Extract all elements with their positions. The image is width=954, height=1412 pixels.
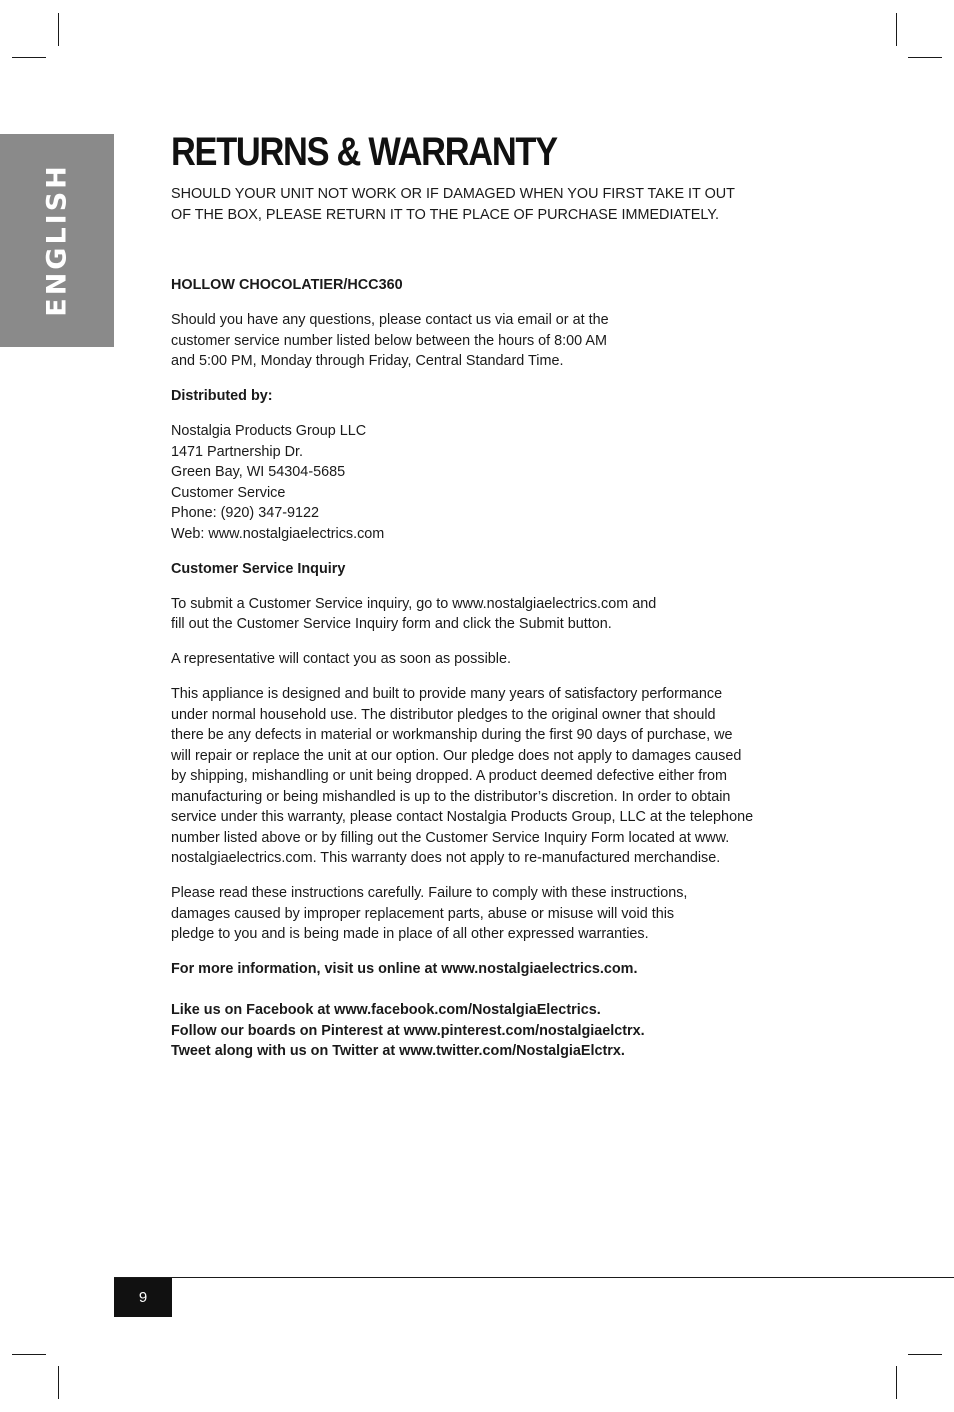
page-title: RETURNS & WARRANTY xyxy=(171,130,557,174)
intro-line: OF THE BOX, PLEASE RETURN IT TO THE PLACE OF PURCHASE IMMEDIATELY. xyxy=(171,206,720,223)
product-heading: HOLLOW CHOCOLATIER/HCC360 xyxy=(171,277,403,293)
page-number-box xyxy=(114,1278,172,1317)
language-label: ENGLISH xyxy=(41,163,73,317)
intro-line: SHOULD YOUR UNIT NOT WORK OR IF DAMAGED WHEN YOU FIRST TAKE IT OUT xyxy=(171,186,735,202)
crop-mark-bottom-left-vertical xyxy=(58,1366,59,1399)
paragraph-line: under normal household use. The distributor pledges to the original owner that should xyxy=(171,706,716,723)
pinterest-line: Follow our boards on Pinterest at www.pinterest.com/nostalgiaelctrx. xyxy=(171,1022,645,1039)
paragraph-line: To submit a Customer Service inquiry, go to www.nostalgiaelectrics.com and xyxy=(171,595,657,612)
more-info-line: For more information, visit us online at www.nostalgiaelectrics.com. xyxy=(171,961,638,977)
paragraph-line: customer service number listed below between the hours of 8:00 AM xyxy=(171,332,607,349)
paragraph-line: This appliance is designed and built to provide many years of satisfactory performance xyxy=(171,686,723,702)
facebook-line: Like us on Facebook at www.facebook.com/NostalgiaElectrics. xyxy=(171,1002,601,1018)
questions-paragraph xyxy=(171,310,821,372)
page-number: 9 xyxy=(138,1289,148,1306)
paragraph-line: damages caused by improper replacement parts, abuse or misuse will void this xyxy=(171,905,675,922)
paragraph-line: number listed above or by filling out the Customer Service Inquiry Form located at www. xyxy=(171,829,730,846)
crop-mark-bottom-right-vertical xyxy=(896,1366,897,1399)
twitter-line: Tweet along with us on Twitter at www.twitter.com/NostalgiaElctrx. xyxy=(171,1043,625,1059)
paragraph-line: nostalgiaelectrics.com. This warranty does not apply to re-manufactured merchandise. xyxy=(171,850,721,866)
paragraph-line: pledge to you and is being made in place of all other expressed warranties. xyxy=(171,926,649,942)
main-content xyxy=(171,128,821,1062)
crop-mark-top-left-horizontal xyxy=(12,57,46,58)
warranty-paragraph xyxy=(171,684,821,869)
paragraph-line: by shipping, mishandling or unit being dropped. A product deemed defective either from xyxy=(171,768,727,784)
social-links xyxy=(171,1000,821,1062)
address-street: 1471 Partnership Dr. xyxy=(171,443,303,460)
crop-mark-top-right-horizontal xyxy=(908,57,942,58)
paragraph-line: fill out the Customer Service Inquiry form and click the Submit button. xyxy=(171,616,612,632)
paragraph-line: Should you have any questions, please contact us via email or at the xyxy=(171,312,609,328)
paragraph-line: will repair or replace the unit at our option. Our pledge does not apply to damages caused xyxy=(171,747,742,764)
representative-paragraph: A representative will contact you as soon as possible. xyxy=(171,651,511,667)
crop-mark-bottom-right-horizontal xyxy=(908,1354,942,1355)
crop-mark-top-left-vertical xyxy=(58,13,59,46)
distributed-heading: Distributed by: xyxy=(171,388,273,404)
paragraph-line: service under this warranty, please contact Nostalgia Products Group, LLC at the telephone xyxy=(171,809,754,825)
paragraph-line: manufacturing or being mishandled is up to the distributor’s discretion. In order to obtain xyxy=(171,788,731,805)
inquiry-paragraph xyxy=(171,594,821,635)
address-company: Nostalgia Products Group LLC xyxy=(171,423,367,439)
paragraph-line: and 5:00 PM, Monday through Friday, Central Standard Time. xyxy=(171,353,564,369)
instructions-paragraph xyxy=(171,883,821,945)
crop-mark-bottom-left-horizontal xyxy=(12,1354,46,1355)
inquiry-heading: Customer Service Inquiry xyxy=(171,560,346,577)
address-department: Customer Service xyxy=(171,484,286,501)
address-city: Green Bay, WI 54304-5685 xyxy=(171,464,346,480)
address-phone: Phone: (920) 347-9122 xyxy=(171,505,320,521)
distributor-address xyxy=(171,421,821,544)
paragraph-line: there be any defects in material or workmanship during the first 90 days of purchase, we xyxy=(171,727,733,743)
address-web: Web: www.nostalgiaelectrics.com xyxy=(171,525,385,542)
crop-mark-top-right-vertical xyxy=(896,13,897,46)
language-side-tab xyxy=(0,134,114,347)
intro-notice xyxy=(171,184,771,225)
paragraph-line: Please read these instructions carefully. Failure to comply with these instructions, xyxy=(171,885,688,901)
footer-rule xyxy=(114,1277,954,1278)
